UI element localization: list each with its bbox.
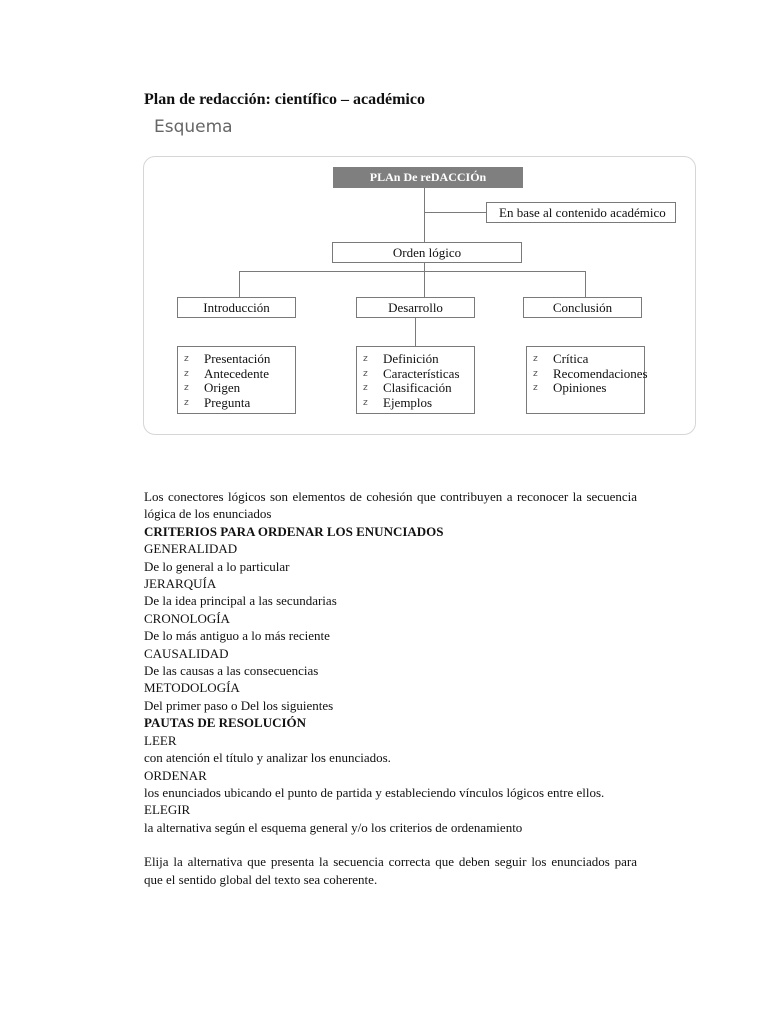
bullet-icon: z xyxy=(363,368,368,379)
guideline-name: ORDENAR xyxy=(144,767,207,783)
list-item xyxy=(363,367,474,382)
bullet-icon: z xyxy=(184,398,189,409)
list-box-conclusion xyxy=(526,346,648,414)
list-item xyxy=(184,367,295,382)
list-item xyxy=(363,352,474,367)
list-item-label: Pregunta xyxy=(204,395,251,411)
criterion-description: De la idea principal a las secundarias xyxy=(144,593,337,609)
list-item-label: Ejemplos xyxy=(383,395,433,411)
paragraph-gap xyxy=(144,836,637,853)
list-item xyxy=(533,365,648,382)
criteria-heading: CRITERIOS PARA ORDENAR LOS ENUNCIADOS xyxy=(144,523,444,539)
criterion-name: METODOLOGÍA xyxy=(144,680,240,696)
list-item-label: Clasificación xyxy=(383,380,452,396)
list-item-label: Recomendaciones xyxy=(553,365,648,381)
bullet-icon: z xyxy=(184,354,189,364)
list-item xyxy=(184,381,295,396)
section-box-introduction: Introducción xyxy=(177,297,296,318)
list-item xyxy=(184,352,295,367)
list-item xyxy=(184,396,295,411)
bullet-icon: z xyxy=(184,368,189,379)
bullet-icon: z xyxy=(363,383,368,394)
criterion-name: JERARQUÍA xyxy=(144,576,217,592)
list-item-label: Características xyxy=(383,365,460,381)
list-item xyxy=(533,381,644,396)
bullet-icon: z xyxy=(533,383,538,394)
guideline-description: con atención el título y analizar los enunciados. xyxy=(144,750,391,766)
guideline-name: ELEGIR xyxy=(144,802,191,818)
note-box: En base al contenido académico xyxy=(486,202,676,223)
list-box-introduction xyxy=(177,346,296,414)
list-box-development xyxy=(356,346,475,414)
criterion-description: De lo más antiguo a lo más reciente xyxy=(144,628,330,644)
bullet-icon: z xyxy=(533,354,538,364)
section-box-development: Desarrollo xyxy=(356,297,475,318)
body-text xyxy=(144,488,637,888)
criterion-description: De las causas a las consecuencias xyxy=(144,663,319,679)
list-item xyxy=(363,381,474,396)
bullet-icon: z xyxy=(363,354,368,364)
list-item-label: Crítica xyxy=(553,351,589,366)
list-item-label: Presentación xyxy=(204,351,271,366)
criterion-name: CRONOLOGÍA xyxy=(144,610,230,626)
list-item-label: Definición xyxy=(383,351,439,366)
list-item-label: Opiniones xyxy=(553,380,607,396)
guidelines-heading: PAUTAS DE RESOLUCIÓN xyxy=(144,715,307,731)
list-item-label: Antecedente xyxy=(204,365,269,381)
section-box-conclusion: Conclusión xyxy=(523,297,642,318)
list-item-label: Origen xyxy=(204,380,241,396)
criterion-name: CAUSALIDAD xyxy=(144,645,229,661)
bullet-icon: z xyxy=(533,368,538,379)
guideline-name: LEER xyxy=(144,732,177,748)
document-title: Plan de redacción: científico – académico xyxy=(144,91,425,108)
bullet-icon: z xyxy=(184,383,189,394)
criterion-name: GENERALIDAD xyxy=(144,541,238,557)
root-box: PLAn De reDACCIÓn xyxy=(333,167,523,188)
list-item xyxy=(363,396,474,411)
guideline-description: los enunciados ubicando el punto de partida y estableciendo vínculos lógicos entre ellos. xyxy=(144,784,605,800)
bullet-icon: z xyxy=(363,398,368,409)
guideline-description: la alternativa según el esquema general y/o los criterios de ordenamiento xyxy=(144,819,523,835)
criterion-description: De lo general a lo particular xyxy=(144,558,290,574)
diagram-subtitle: Esquema xyxy=(154,117,233,137)
intro-paragraph: Los conectores lógicos son elementos de cohesión que contribuyen a reconocer la secuencia lógica de los enunciados xyxy=(144,489,637,522)
closing-paragraph: Elija la alternativa que presenta la secuencia correcta que deben seguir los enunciados para que el sentido global del texto sea coherente. xyxy=(144,854,637,887)
criterion-description: Del primer paso o Del los siguientes xyxy=(144,697,334,713)
order-box: Orden lógico xyxy=(332,242,522,263)
list-item xyxy=(533,352,644,367)
